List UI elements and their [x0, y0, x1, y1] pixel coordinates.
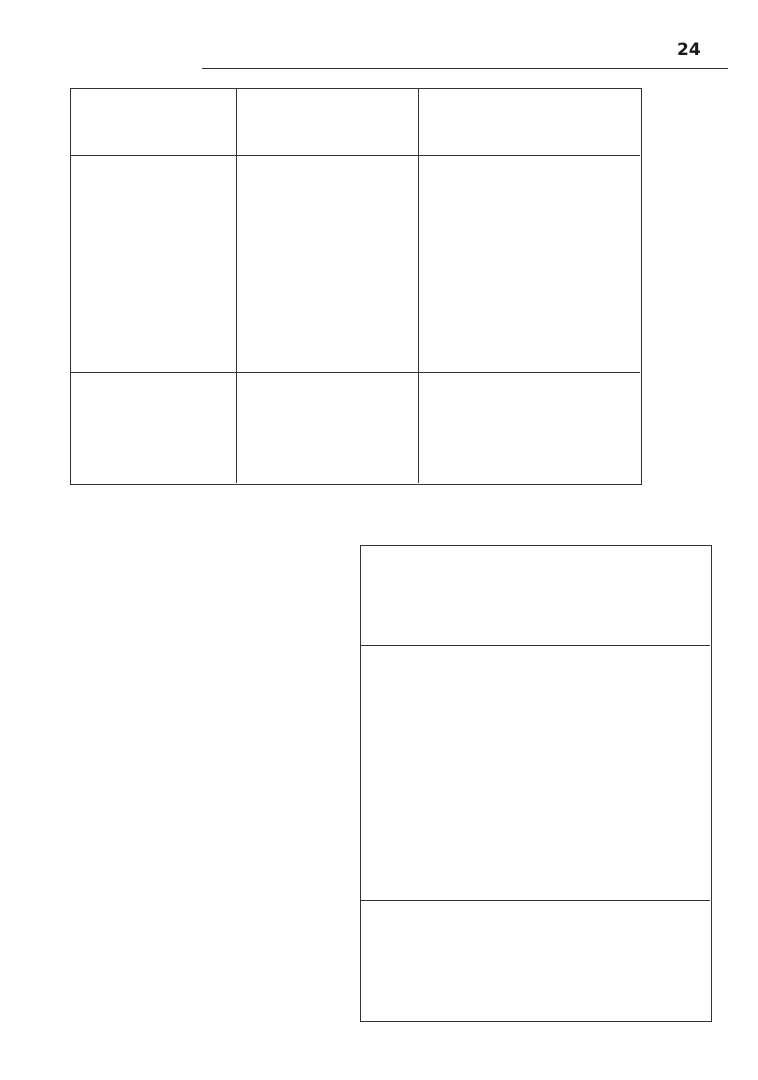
upper-table-rule	[70, 372, 640, 373]
right-text-column	[650, 88, 712, 483]
lower-right-table	[360, 545, 712, 1022]
page-header	[110, 36, 728, 70]
amendment-text-block	[70, 545, 350, 1020]
upper-table	[70, 88, 642, 485]
upper-table-divider	[418, 88, 419, 483]
lower-table-rule	[360, 645, 710, 646]
header-rule	[202, 68, 728, 69]
lower-table-rule	[360, 900, 710, 901]
upper-table-divider	[236, 88, 237, 483]
page-number: 24	[677, 40, 701, 60]
upper-table-rule	[70, 155, 640, 156]
